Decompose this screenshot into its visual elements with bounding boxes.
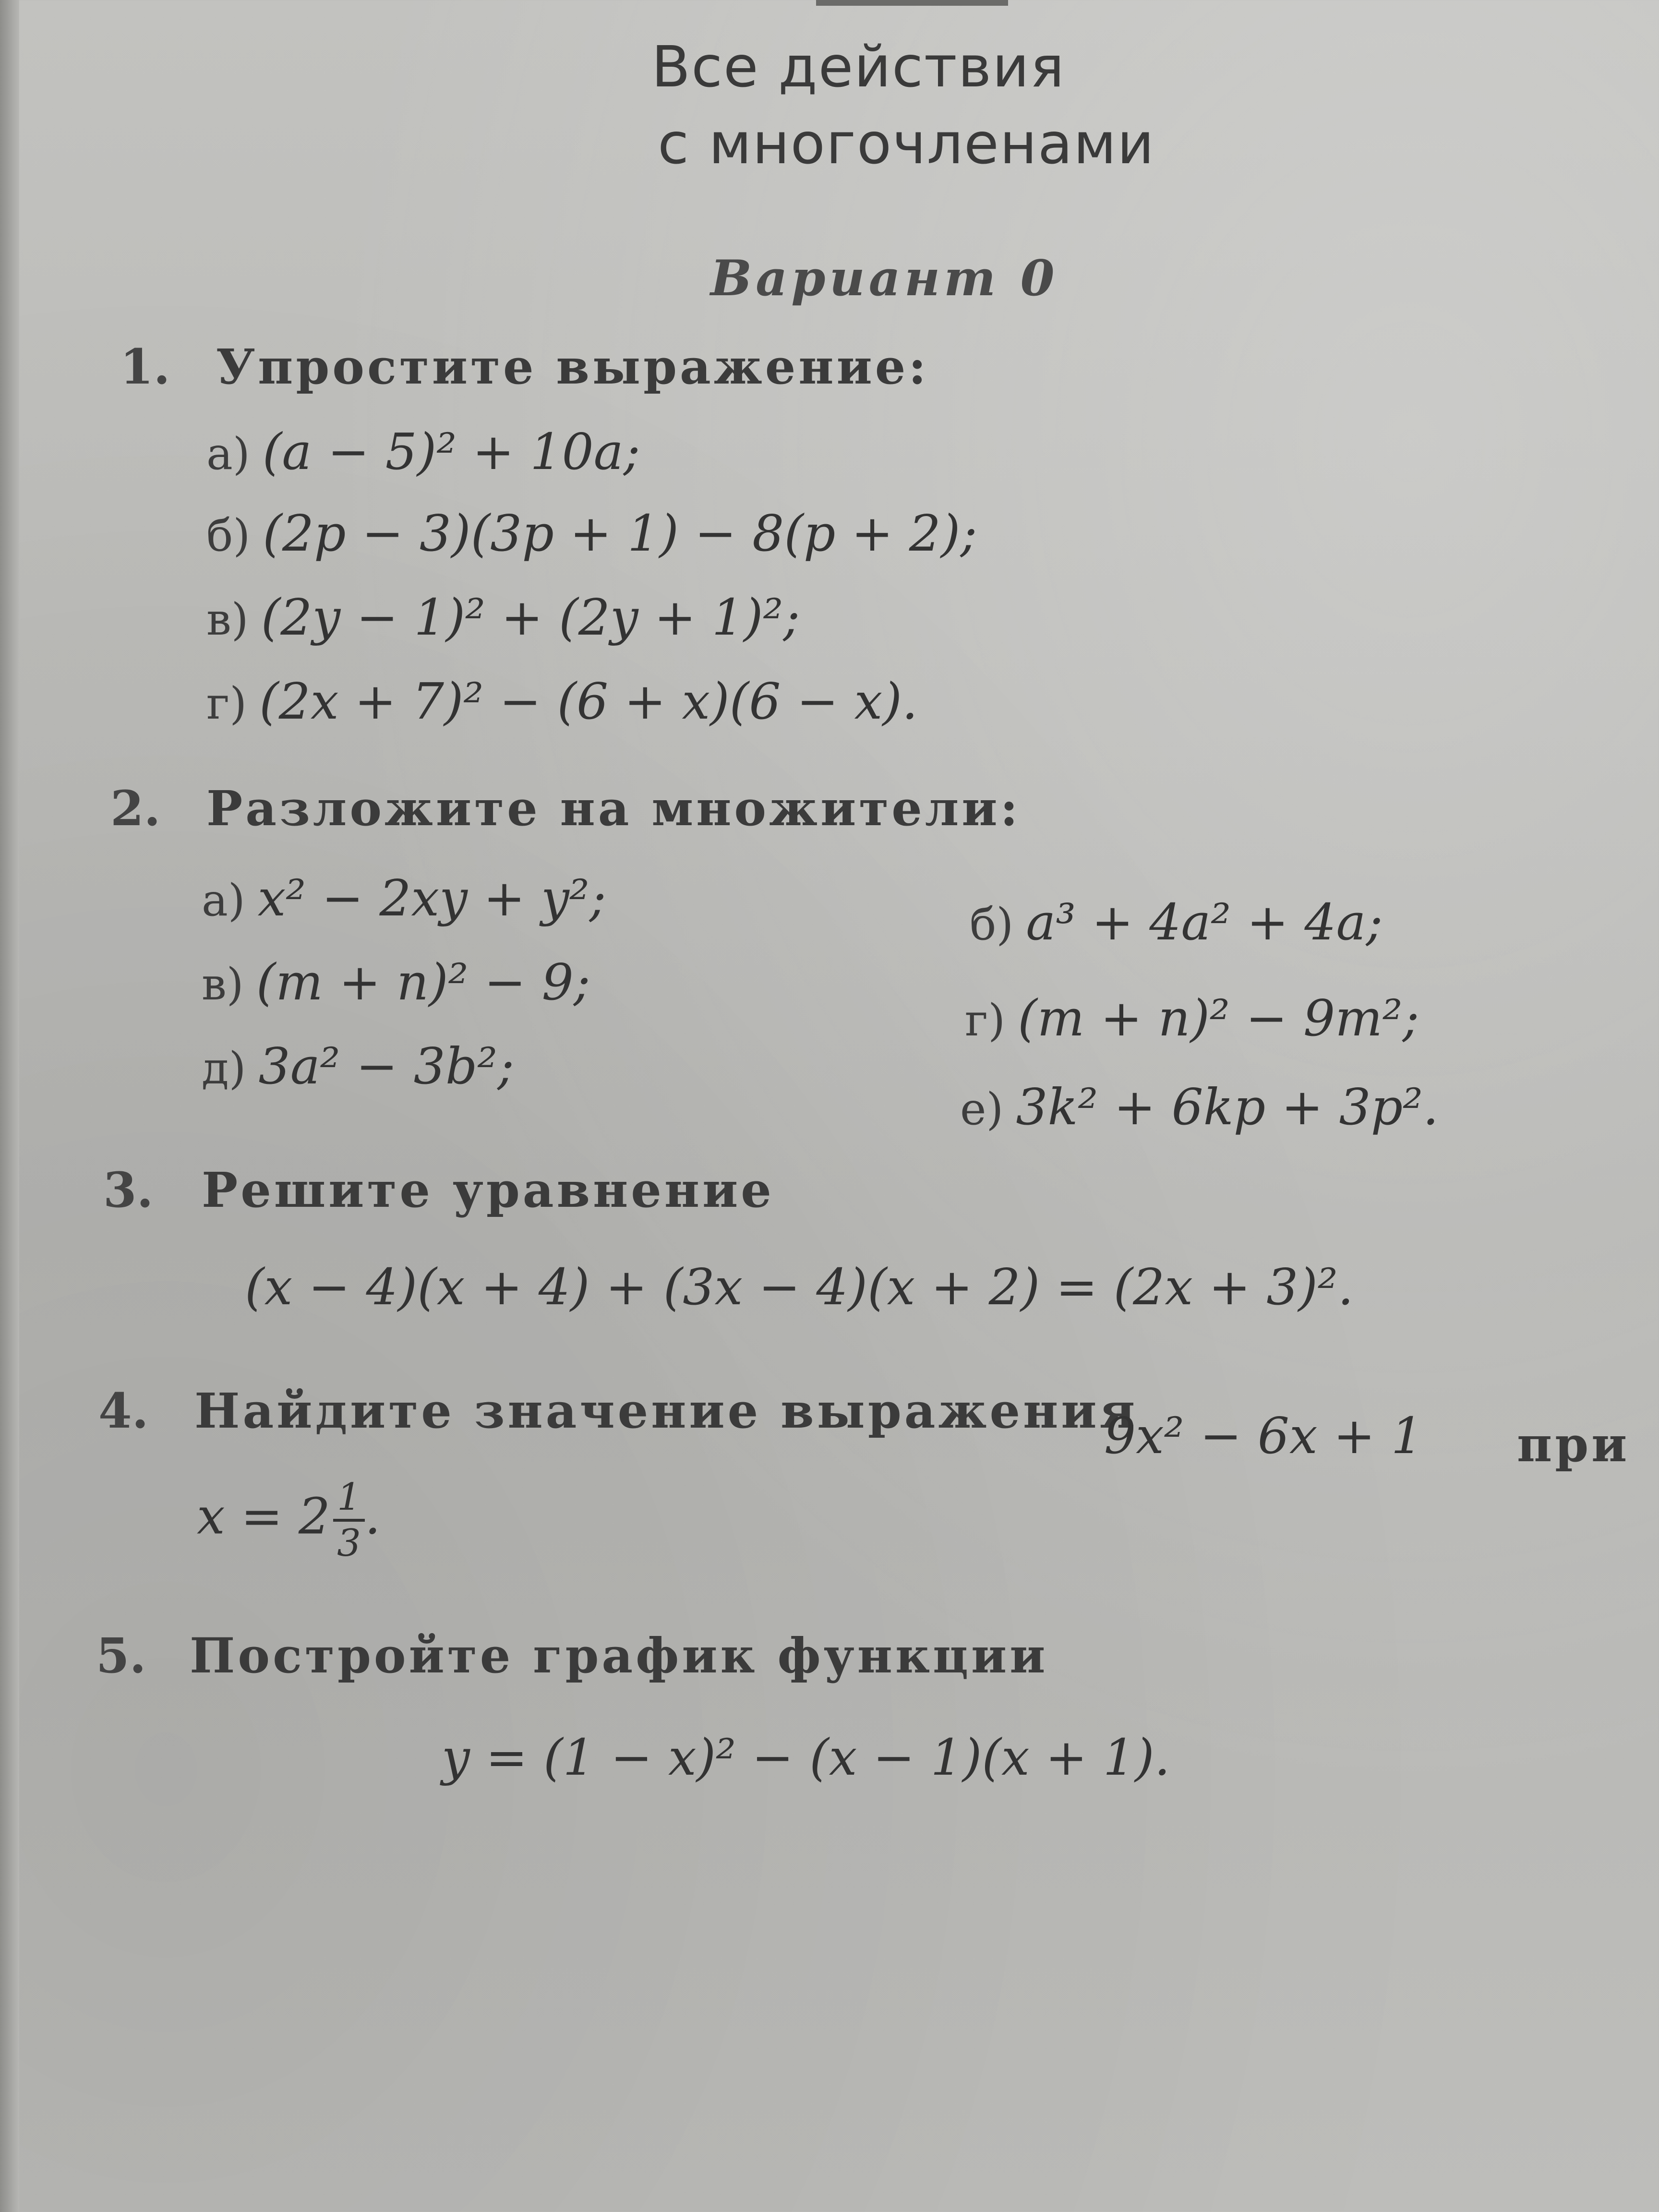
task-item [206,504,977,563]
fraction-denominator: 3 [337,1522,361,1565]
item-expression: a³ + 4a² + 4a; [1026,893,1383,951]
item-label: а) [206,428,250,480]
item-label: е) [960,1083,1004,1135]
task-number: 2. [110,780,161,837]
function-formula: y = (1 − x)² − (x − 1)(x + 1). [442,1728,1170,1787]
item-expression: 3k² + 6kp + 3p². [1016,1078,1439,1136]
task-number: 5. [96,1627,146,1684]
task-item [206,672,918,731]
task-heading: Постройте график функции [190,1627,1048,1684]
variant-label: Вариант 0 [710,250,1058,307]
item-label: д) [202,1043,246,1094]
equation: (x − 4)(x + 4) + (3x − 4)(x + 2) = (2x + 3)². [245,1258,1354,1316]
task-item [202,1037,514,1095]
task-number: 4. [98,1382,149,1439]
target-expression: 9x² − 6x + 1 [1104,1407,1423,1465]
condition-word: при [1517,1416,1630,1473]
fraction-numerator: 1 [333,1479,365,1522]
item-expression: 3a² − 3b²; [258,1037,515,1095]
condition-end: . [364,1487,381,1546]
item-label: б) [206,510,251,561]
title-line-1: Все действия [651,34,1065,100]
task-item [960,1078,1439,1136]
item-expression: (m + n)² − 9m²; [1018,989,1419,1047]
title-line-2: с многочленами [658,110,1155,177]
task-item [965,989,1419,1047]
condition [197,1476,381,1565]
task-item [202,953,590,1011]
task-number: 3. [103,1162,154,1218]
item-label: в) [206,594,249,645]
task-heading: Решите уравнение [202,1162,774,1218]
mixed-fraction [333,1476,365,1565]
task-item [202,869,606,927]
item-expression: (2x + 7)² − (6 + x)(6 − x). [259,672,918,731]
item-label: г) [965,995,1006,1046]
task-item [206,422,640,481]
task-number: 1. [120,338,170,395]
task-heading: Найдите значение выражения [194,1382,1138,1439]
item-expression: x² − 2xy + y²; [257,869,606,927]
task-heading: Упростите выражение: [216,338,929,395]
task-item [206,588,800,647]
task-heading: Разложите на множители: [206,780,1021,837]
item-expression: (2y − 1)² + (2y + 1)²; [261,588,800,647]
task-item [970,893,1383,951]
item-expression: (2p − 3)(3p + 1) − 8(p + 2); [263,504,977,563]
condition-prefix: x = 2 [197,1487,331,1546]
item-expression: (m + n)² − 9; [256,953,590,1011]
item-label: в) [202,959,244,1010]
item-label: г) [206,678,247,729]
item-label: а) [202,875,245,926]
item-expression: (a − 5)² + 10a; [262,422,640,481]
item-label: б) [970,899,1014,950]
